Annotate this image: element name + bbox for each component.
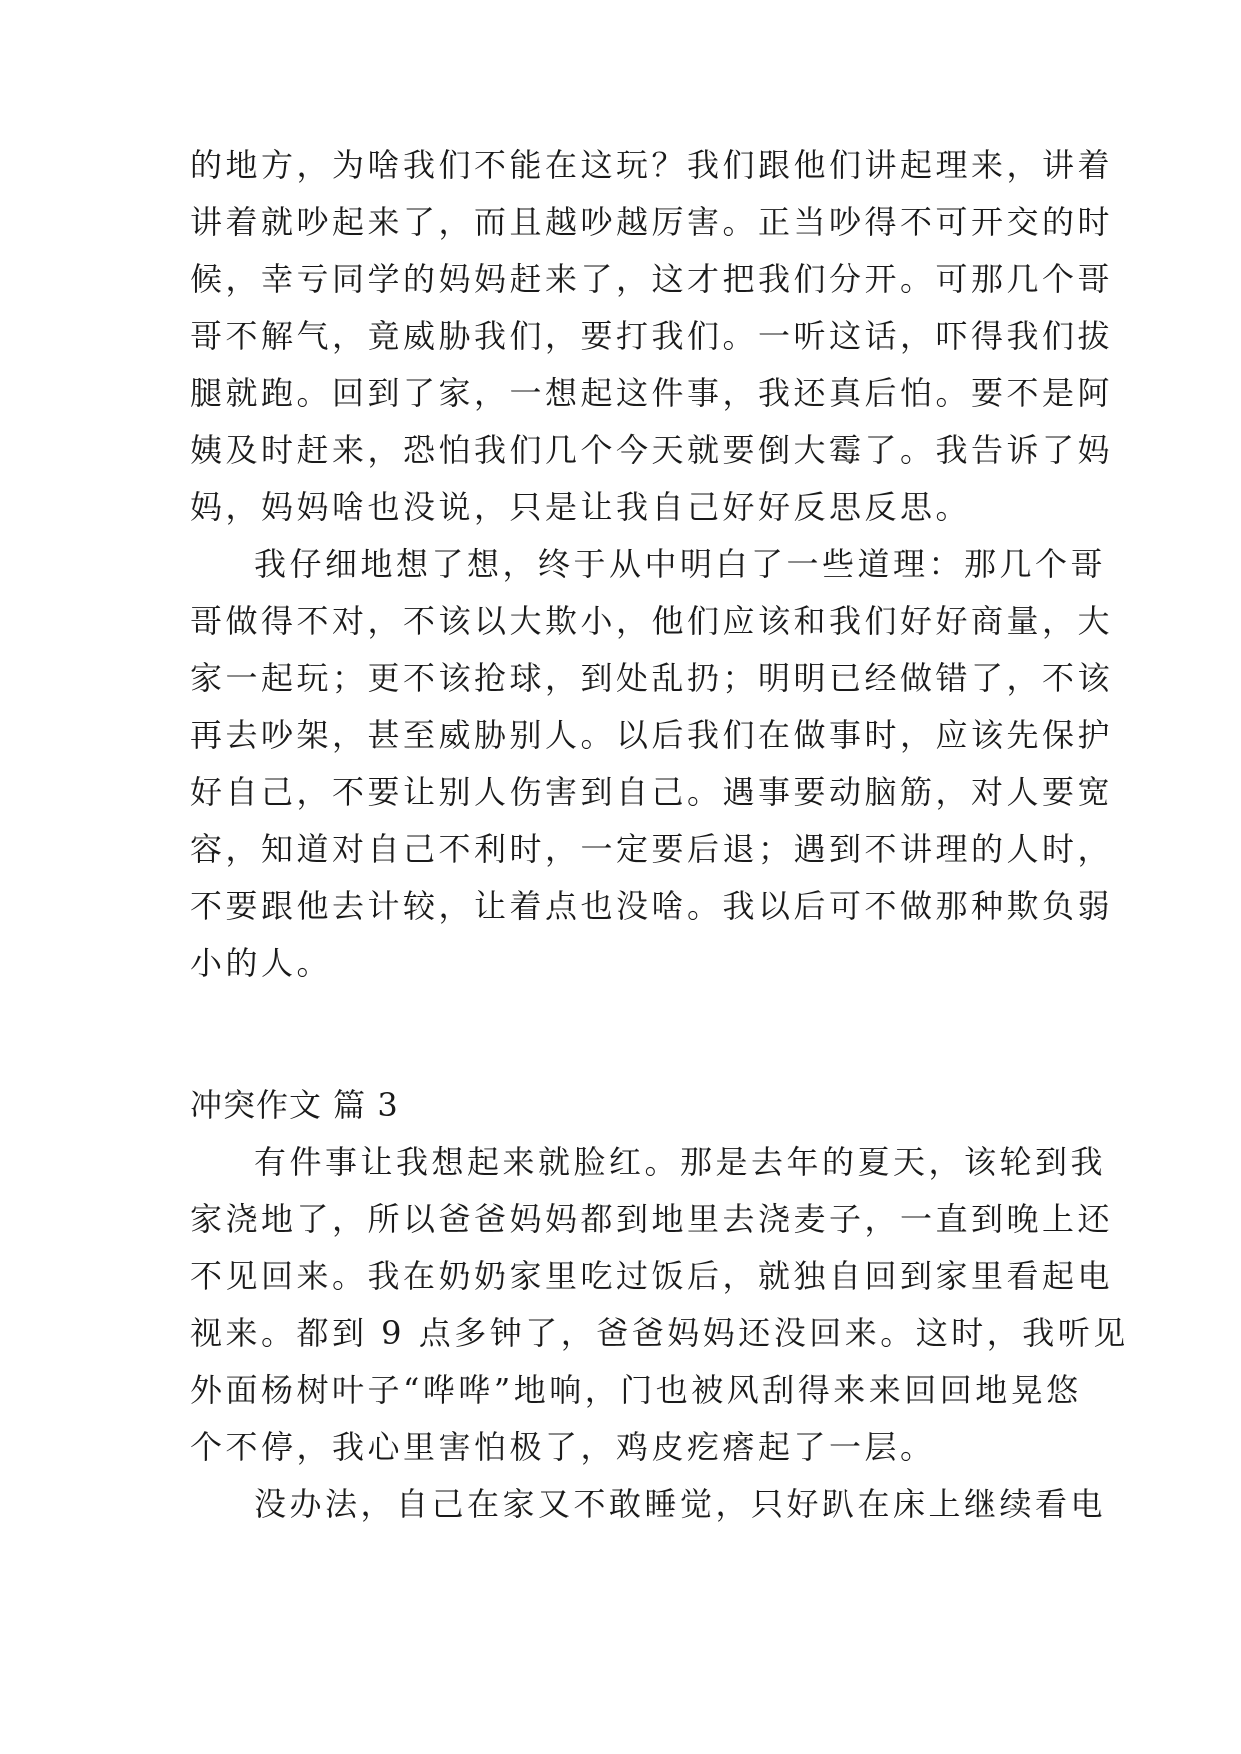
paragraph-1-line-5: 腿就跑。回到了家，一想起这件事，我还真后怕。要不是阿 — [190, 374, 1114, 412]
paragraph-1-line-3: 候，幸亏同学的妈妈赶来了，这才把我们分开。可那几个哥 — [190, 260, 1114, 298]
section-paragraph-2-line-1: 没办法，自己在家又不敢睡觉，只好趴在床上继续看电 — [254, 1485, 1107, 1523]
paragraph-1-line-7: 妈，妈妈啥也没说，只是让我自己好好反思反思。 — [190, 488, 972, 526]
paragraph-1-line-1: 的地方，为啥我们不能在这玩？我们跟他们讲起理来，讲着 — [190, 146, 1114, 184]
section-paragraph-1-line-1: 有件事让我想起来就脸红。那是去年的夏天，该轮到我 — [254, 1143, 1107, 1181]
paragraph-2-line-4: 再去吵架，甚至威胁别人。以后我们在做事时，应该先保护 — [190, 716, 1114, 754]
section-paragraph-1-line-5: 外面杨树叶子“哗哗”地响，门也被风刮得来来回回地晃悠 — [190, 1371, 1082, 1409]
paragraph-2-line-3: 家一起玩；更不该抢球，到处乱扔；明明已经做错了，不该 — [190, 659, 1114, 697]
section-paragraph-1-line-4: 视来。都到 9 点多钟了，爸爸妈妈还没回来。这时，我听见 — [190, 1314, 1129, 1352]
section-paragraph-1-line-2: 家浇地了，所以爸爸妈妈都到地里去浇麦子，一直到晚上还 — [190, 1200, 1114, 1238]
section-heading: 冲突作文 篇 3 — [190, 1086, 399, 1124]
paragraph-2-line-5: 好自己，不要让别人伤害到自己。遇事要动脑筋，对人要宽 — [190, 773, 1114, 811]
paragraph-2-line-8: 小的人。 — [190, 944, 333, 982]
paragraph-2-line-7: 不要跟他去计较，让着点也没啥。我以后可不做那种欺负弱 — [190, 887, 1114, 925]
section-paragraph-1-line-3: 不见回来。我在奶奶家里吃过饭后，就独自回到家里看起电 — [190, 1257, 1114, 1295]
paragraph-2-line-2: 哥做得不对，不该以大欺小，他们应该和我们好好商量，大 — [190, 602, 1114, 640]
paragraph-1-line-4: 哥不解气，竟威胁我们，要打我们。一听这话，吓得我们拔 — [190, 317, 1114, 355]
paragraph-2-line-6: 容，知道对自己不利时，一定要后退；遇到不讲理的人时， — [190, 830, 1114, 868]
section-paragraph-1-line-6: 个不停，我心里害怕极了，鸡皮疙瘩起了一层。 — [190, 1428, 936, 1466]
paragraph-1-line-6: 姨及时赶来，恐怕我们几个今天就要倒大霉了。我告诉了妈 — [190, 431, 1114, 469]
paragraph-1-line-2: 讲着就吵起来了，而且越吵越厉害。正当吵得不可开交的时 — [190, 203, 1114, 241]
paragraph-2-line-1: 我仔细地想了想，终于从中明白了一些道理：那几个哥 — [254, 545, 1107, 583]
